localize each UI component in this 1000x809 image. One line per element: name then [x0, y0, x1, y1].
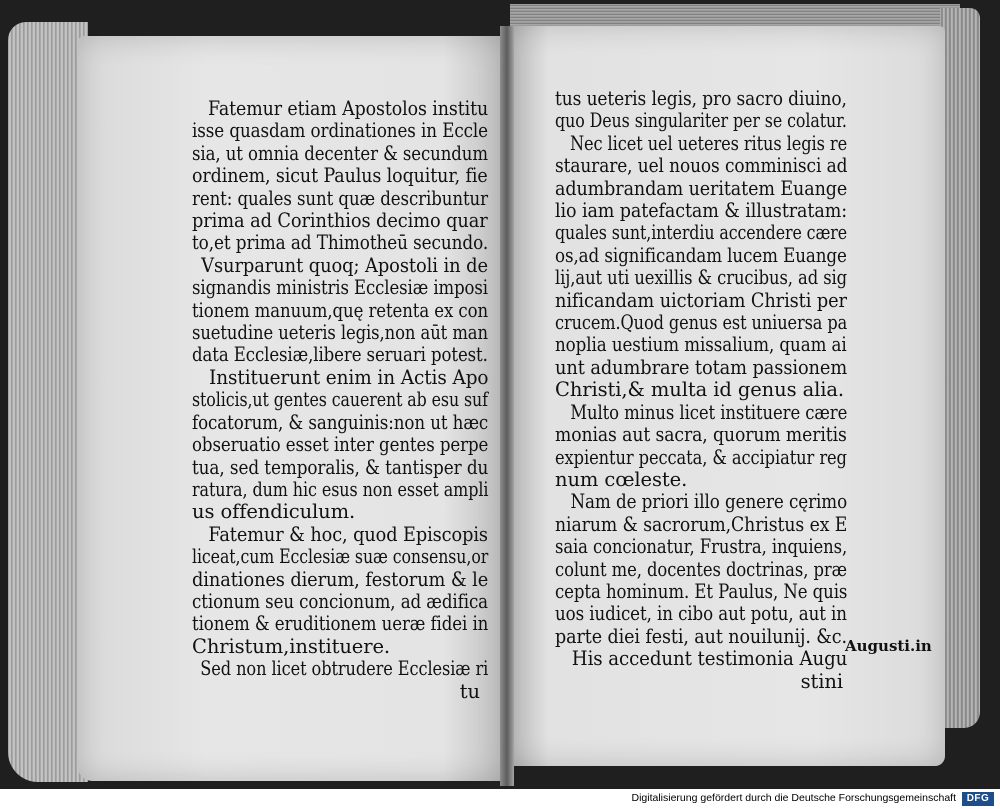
catchword: stini [800, 669, 843, 693]
text-line: isse quasdam ordinationes in Eccle [192, 119, 489, 143]
catchword: tu [459, 679, 480, 703]
text-line: ratura, dum hic esus non esset ampli [192, 477, 489, 501]
text-line: to,et prima ad Thimotheū secundo. [192, 231, 489, 255]
text-line: liceat,cum Ecclesiæ suæ consensu,or [192, 545, 489, 569]
text-line: Christi,& multa id genus alia. [555, 378, 845, 402]
text-line: num cœleste. [555, 467, 688, 491]
book-gutter [500, 26, 514, 786]
text-line: Nec licet uel ueteres ritus legis re [569, 131, 848, 155]
text-line: noplia uestium missalium, quam ai [555, 333, 847, 357]
text-line: nificandam uictoriam Christi per [555, 288, 847, 312]
text-line: tionem manuum,quę retenta ex con [192, 298, 489, 322]
text-line: suetudine ueteris legis,non aūt man [192, 321, 488, 345]
text-line: crucem.Quod genus est uniuersa pa [555, 311, 848, 335]
text-line: rent: quales sunt quæ describuntur [192, 186, 489, 210]
text-line: quales sunt,interdiu accendere cære [555, 221, 847, 245]
text-line: saia concionatur, Frustra, inquiens, [555, 535, 848, 559]
text-line: us offendiculum. [192, 500, 356, 524]
dfg-logo: DFG [962, 792, 994, 806]
funding-notice: Digitalisierung gefördert durch die Deutsche Forschungsgemeinschaft [631, 792, 956, 804]
text-line: ordinem, sicut Paulus loquitur, fie [192, 164, 488, 188]
text-line: os,ad significandam lucem Euange [555, 243, 847, 267]
text-line: parte diei festi, aut nouilunij. &c. [555, 624, 848, 648]
text-line: colunt me, docentes doctrinas, præ [555, 557, 847, 581]
text-line: His accedunt testimonia Augu [571, 647, 848, 671]
text-line: obseruatio esset inter gentes perpe [192, 433, 489, 457]
text-line: tionem & eruditionem ueræ fidei in [192, 612, 489, 636]
text-line: staurare, uel nouos comminisci ad [555, 154, 848, 178]
text-line: tua, sed temporalis, & tantisper du [192, 455, 489, 479]
text-line: lij,aut uti uexillis & crucibus, ad sig [555, 266, 848, 290]
text-line: Nam de priori illo genere cęrimo [570, 490, 848, 514]
margin-note: Augusti.in [845, 637, 932, 655]
text-line: Instituerunt enim in Actis Apo [209, 365, 489, 389]
text-line: tus ueteris legis, pro sacro diuino, [555, 87, 847, 110]
text-line: Multo minus licet instituere cære [570, 400, 848, 424]
text-line: dinationes dierum, festorum & le [192, 567, 489, 591]
book-left-edges [8, 22, 88, 782]
book-right-edges [940, 8, 980, 728]
text-line: stolicis,ut gentes cauerent ab esu suf [192, 388, 488, 412]
text-line: data Ecclesiæ,libere seruari potest. [192, 343, 488, 367]
text-line: focatorum, & sanguinis:non ut hæc [192, 410, 489, 434]
text-line: Sed non licet obtrudere Ecclesiæ ri [200, 657, 489, 681]
text-line: Vsurparunt quoq; Apostoli in de [201, 253, 488, 277]
text-line: prima ad Corinthios decimo quar [192, 209, 488, 233]
text-line: Fatemur & hoc, quod Episcopis [208, 522, 488, 546]
text-line: quo Deus singulariter per se colatur. [555, 109, 847, 133]
text-line: expientur peccata, & accipiatur reg [555, 445, 847, 469]
right-page-text [555, 88, 847, 693]
text-line: adumbrandam ueritatem Euange [555, 176, 848, 200]
text-line: monias aut sacra, quorum meritis [555, 423, 847, 447]
text-line: unt adumbrare totam passionem [555, 355, 848, 379]
text-line: Fatemur etiam Apostolos institu [208, 97, 489, 120]
text-line: Christum,instituere. [192, 634, 390, 658]
text-line: uos iudicet, in cibo aut potu, aut in [555, 602, 847, 626]
text-line: sia, ut omnia decenter & secundum [192, 141, 488, 165]
text-line: lio iam patefactam & illustratam: [555, 199, 848, 223]
text-line: signandis ministris Ecclesiæ imposi [192, 276, 488, 300]
text-line: niarum & sacrorum,Christus ex E [555, 512, 848, 536]
text-line: ctionum seu concionum, ad ædifica [192, 589, 489, 613]
footer-bar [0, 789, 1000, 809]
text-line: cepta hominum. Et Paulus, Ne quis [555, 579, 848, 603]
left-page-text [192, 98, 488, 703]
